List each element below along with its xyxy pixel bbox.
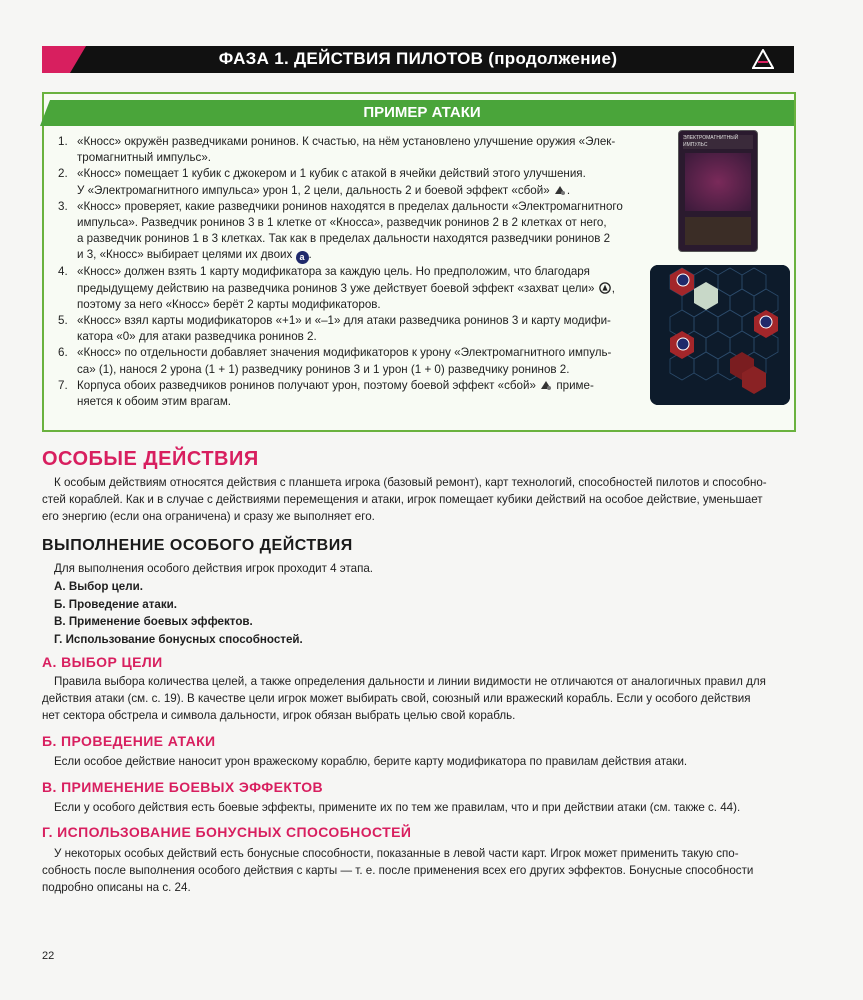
- list-item: 7. Корпуса обоих разведчиков ронинов получают урон, поэтому боевой эффект «сбой» приме- няется к обоим этим врагам.: [58, 378, 594, 409]
- upgrade-card-image: [678, 130, 758, 252]
- disrupt-icon: [553, 184, 567, 196]
- subsection-text-g: У некоторых особых действий есть бонусные способности, показанные в левой части карт. Игрок может применить такую спо- собность после выполнения особого действия с карты — т. е. после применения всех его других эффектов. Бонусные способности подробно описаны на с. 24.: [42, 847, 754, 894]
- example-title: ПРИМЕР АТАКИ: [50, 100, 794, 126]
- section-title-execution: ВЫПОЛНЕНИЕ ОСОБОГО ДЕЙСТВИЯ: [42, 537, 353, 554]
- logo-icon: [752, 49, 774, 69]
- subsection-text-a: Правила выбора количества целей, а также определения дальности и линии видимости не отличаются от аналогичных правил для действия атаки (см. с. 19). В качестве цели игрок может выбирать свой, союзный или вражеский корабль. Если у особого действия нет сектора обстрела и символа дальности, игрок обязан выбрать целью свой корабль.: [42, 675, 766, 722]
- list-item: 3. «Кносс» проверяет, какие разведчики ронинов находятся в пределах дальности «Электромагнитного импульса». Разведчик ронинов 3 в 1 клетке от «Кносса», разведчик ронинов 2 в 2 клетках от него, а разведчик ронинов 1 в 3 клетках. Так как в пределах дальности находятся разведчики ронинов 2 и 3, «Кносс» выбирает целями их двоих a .: [58, 199, 623, 263]
- page-header: [42, 46, 794, 73]
- page-number: 22: [42, 950, 55, 962]
- subsection-title-g: Г. ИСПОЛЬЗОВАНИЕ БОНУСНЫХ СПОСОБНОСТЕЙ: [42, 824, 412, 840]
- example-list: [58, 134, 650, 410]
- card-title: ЭЛЕКТРОМАГНИТНЫЙ ИМПУЛЬС: [683, 135, 753, 149]
- card-action-slots: [685, 217, 751, 245]
- subsection-title-b: Б. ПРОВЕДЕНИЕ АТАКИ: [42, 733, 216, 749]
- target-icon: a: [296, 251, 309, 264]
- attack-example-box: [42, 92, 796, 432]
- list-item: В. Применение боевых эффектов.: [54, 615, 253, 628]
- list-item: Г. Использование бонусных способностей.: [54, 632, 303, 646]
- subsection-title-a: А. ВЫБОР ЦЕЛИ: [42, 654, 163, 670]
- card-art: [685, 153, 751, 211]
- special-intro: К особым действиям относятся действия с планшета игрока (базовый ремонт), карт технологий, способностей пилотов и способно- стей кораблей. Как и в случае с действиями перемещения и атаки, игрок помещает кубики действий на особое действие, уменьшает его энергию (если она ограничена) и сразу же выполняет его.: [42, 476, 767, 523]
- execution-steps: [54, 578, 303, 648]
- list-item: 5. «Кносс» взял карты модификаторов «+1» и «–1» для атаки разведчика ронинов 3 и карту модифи- катора «0» для атаки разведчика ронинов 2.: [58, 314, 611, 344]
- list-item: Б. Проведение атаки.: [54, 597, 178, 611]
- target-lock-icon: [598, 282, 612, 294]
- subsection-text-v: Если у особого действия есть боевые эффекты, примените их по тем же правилам, что и при действии атаки (см. также с. 44).: [54, 801, 741, 814]
- hex-map-image: [650, 265, 790, 405]
- list-item: 4. «Кносс» должен взять 1 карту модификатора за каждую цель. Но предположим, что благодаря предыдущему действию на разведчика ронинов 3 уже действует боевой эффект «захват цели» , поэтому за него «Кносс» берёт 2 карты модификаторов.: [58, 265, 615, 311]
- list-item: 1. «Кносс» окружён разведчиками ронинов. К счастью, на нём установлено улучшение оружия «Элек- тромагнитный импульс».: [58, 135, 616, 165]
- section-title-special: ОСОБЫЕ ДЕЙСТВИЯ: [42, 448, 259, 470]
- list-item: А. Выбор цели.: [54, 580, 143, 593]
- list-item: 2. «Кносс» помещает 1 кубик с джокером и 1 кубик с атакой в ячейки действий этого улучшения. У «Электромагнитного импульса» урон 1, 2 цели, дальность 2 и боевой эффект «сбой» .: [58, 167, 586, 197]
- list-item: 6. «Кносс» по отдельности добавляет значения модификаторов к урону «Электромагнитного импуль- са» (1), нанося 2 урона (1 + 1) разведчику ронинов 3 и 1 урон (1 + 0) разведчику ронинов 2.: [58, 346, 612, 376]
- page-title: ФАЗА 1. ДЕЙСТВИЯ ПИЛОТОВ (продолжение): [218, 49, 618, 68]
- disrupt-icon: [539, 379, 553, 391]
- subsection-text-b: Если особое действие наносит урон вражескому кораблю, берите карту модификатора по правилам действия атаки.: [54, 755, 688, 768]
- execution-intro: Для выполнения особого действия игрок проходит 4 этапа.: [54, 562, 374, 575]
- subsection-title-v: В. ПРИМЕНЕНИЕ БОЕВЫХ ЭФФЕКТОВ: [42, 779, 324, 795]
